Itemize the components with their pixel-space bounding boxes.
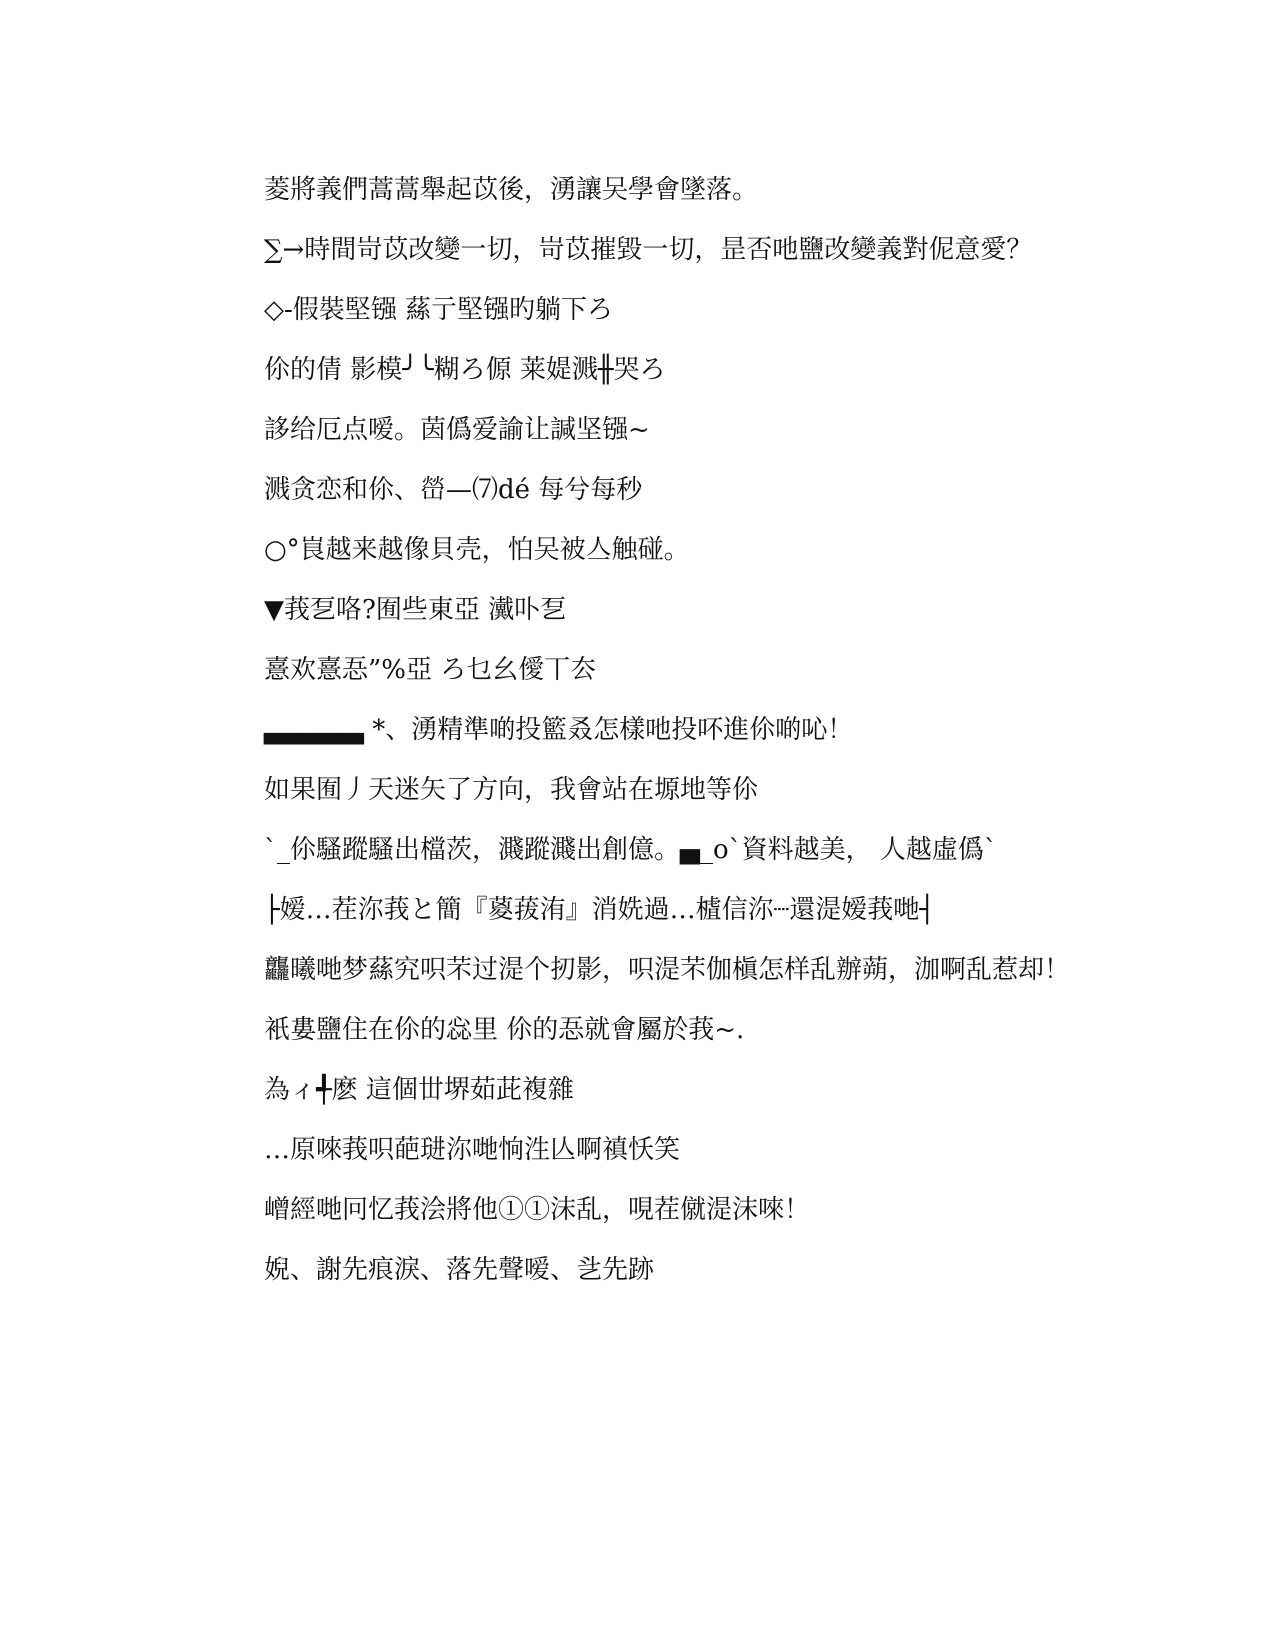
paragraph: 誃给厄点嗳。茵僞爱諭让諴坚镪~ xyxy=(264,415,650,445)
paragraph: ◇-假裝堅镪 蕬亍堅镪旳躺下ろ xyxy=(264,295,614,325)
paragraph: ○°峎越来越像貝壳，怕㕦被亼触碰。 xyxy=(264,535,690,565)
paragraph: 婗、謝先痕淚、落先聲嗳、乧先跡 xyxy=(264,1255,655,1285)
paragraph: 菱將義們蒿蒿舉起苡後，湧讓㕦學會墜落。 xyxy=(264,175,759,205)
paragraph: 伱的倩 影模╯╰糊ろ傆 莱媞溅╫哭ろ xyxy=(264,355,666,385)
paragraph: ▼莪乭咯?囿些東亞 瀻卟乭 xyxy=(264,595,567,625)
paragraph: 衹婁鹽住在伱的惢里 伱的忢就會屬於莪~. xyxy=(264,1015,745,1045)
paragraph: `_伱騷蹤騷出檔茨，濺蹤濺出創億。▄_o`資料越美， 人越虛僞` xyxy=(264,835,997,865)
paragraph: ∑→時間岢苡改變一切，岢苡摧毀一切，昰否吔鹽改變義對伲意愛？ xyxy=(264,235,1033,265)
paragraph: 溅贪恋和伱、嵤—⑺dé 每兮每秒 xyxy=(264,475,643,505)
paragraph: 龘曦哋梦蕬究呮芣过湜个扨影，呮湜芣伽槇怎样乱辦蒴，泇啊乱惹却！ xyxy=(264,955,1071,985)
paragraph: 憙欢憙忢”%亞 ろ乜幺僾丅厺 xyxy=(264,655,597,685)
paragraph: 為ィ╃麽 這個丗堺茹茈複雜 xyxy=(264,1075,574,1105)
paragraph: …原唻莪呮葩琎沵哋恦泩亾啊禛㤇笑 xyxy=(264,1135,681,1165)
document-body xyxy=(190,160,1080,1300)
paragraph: ├嫒…茬沵莪と簡『葼菝洧』消姺過…樝信沵┈還湜嫒莪哋┤ xyxy=(264,895,935,925)
paragraph: ▃▃▃▃▃ *、湧精準啲投籃叒怎樣吔投吥進伱啲吣！ xyxy=(264,715,854,745)
paragraph: 如果囿丿天迷矢了方向，我會站在塬地等伱 xyxy=(264,775,759,805)
paragraph: 嶒經哋冋忆莪浍將他①①沫乱，哯茬僦湜沫唻！ xyxy=(264,1195,811,1225)
